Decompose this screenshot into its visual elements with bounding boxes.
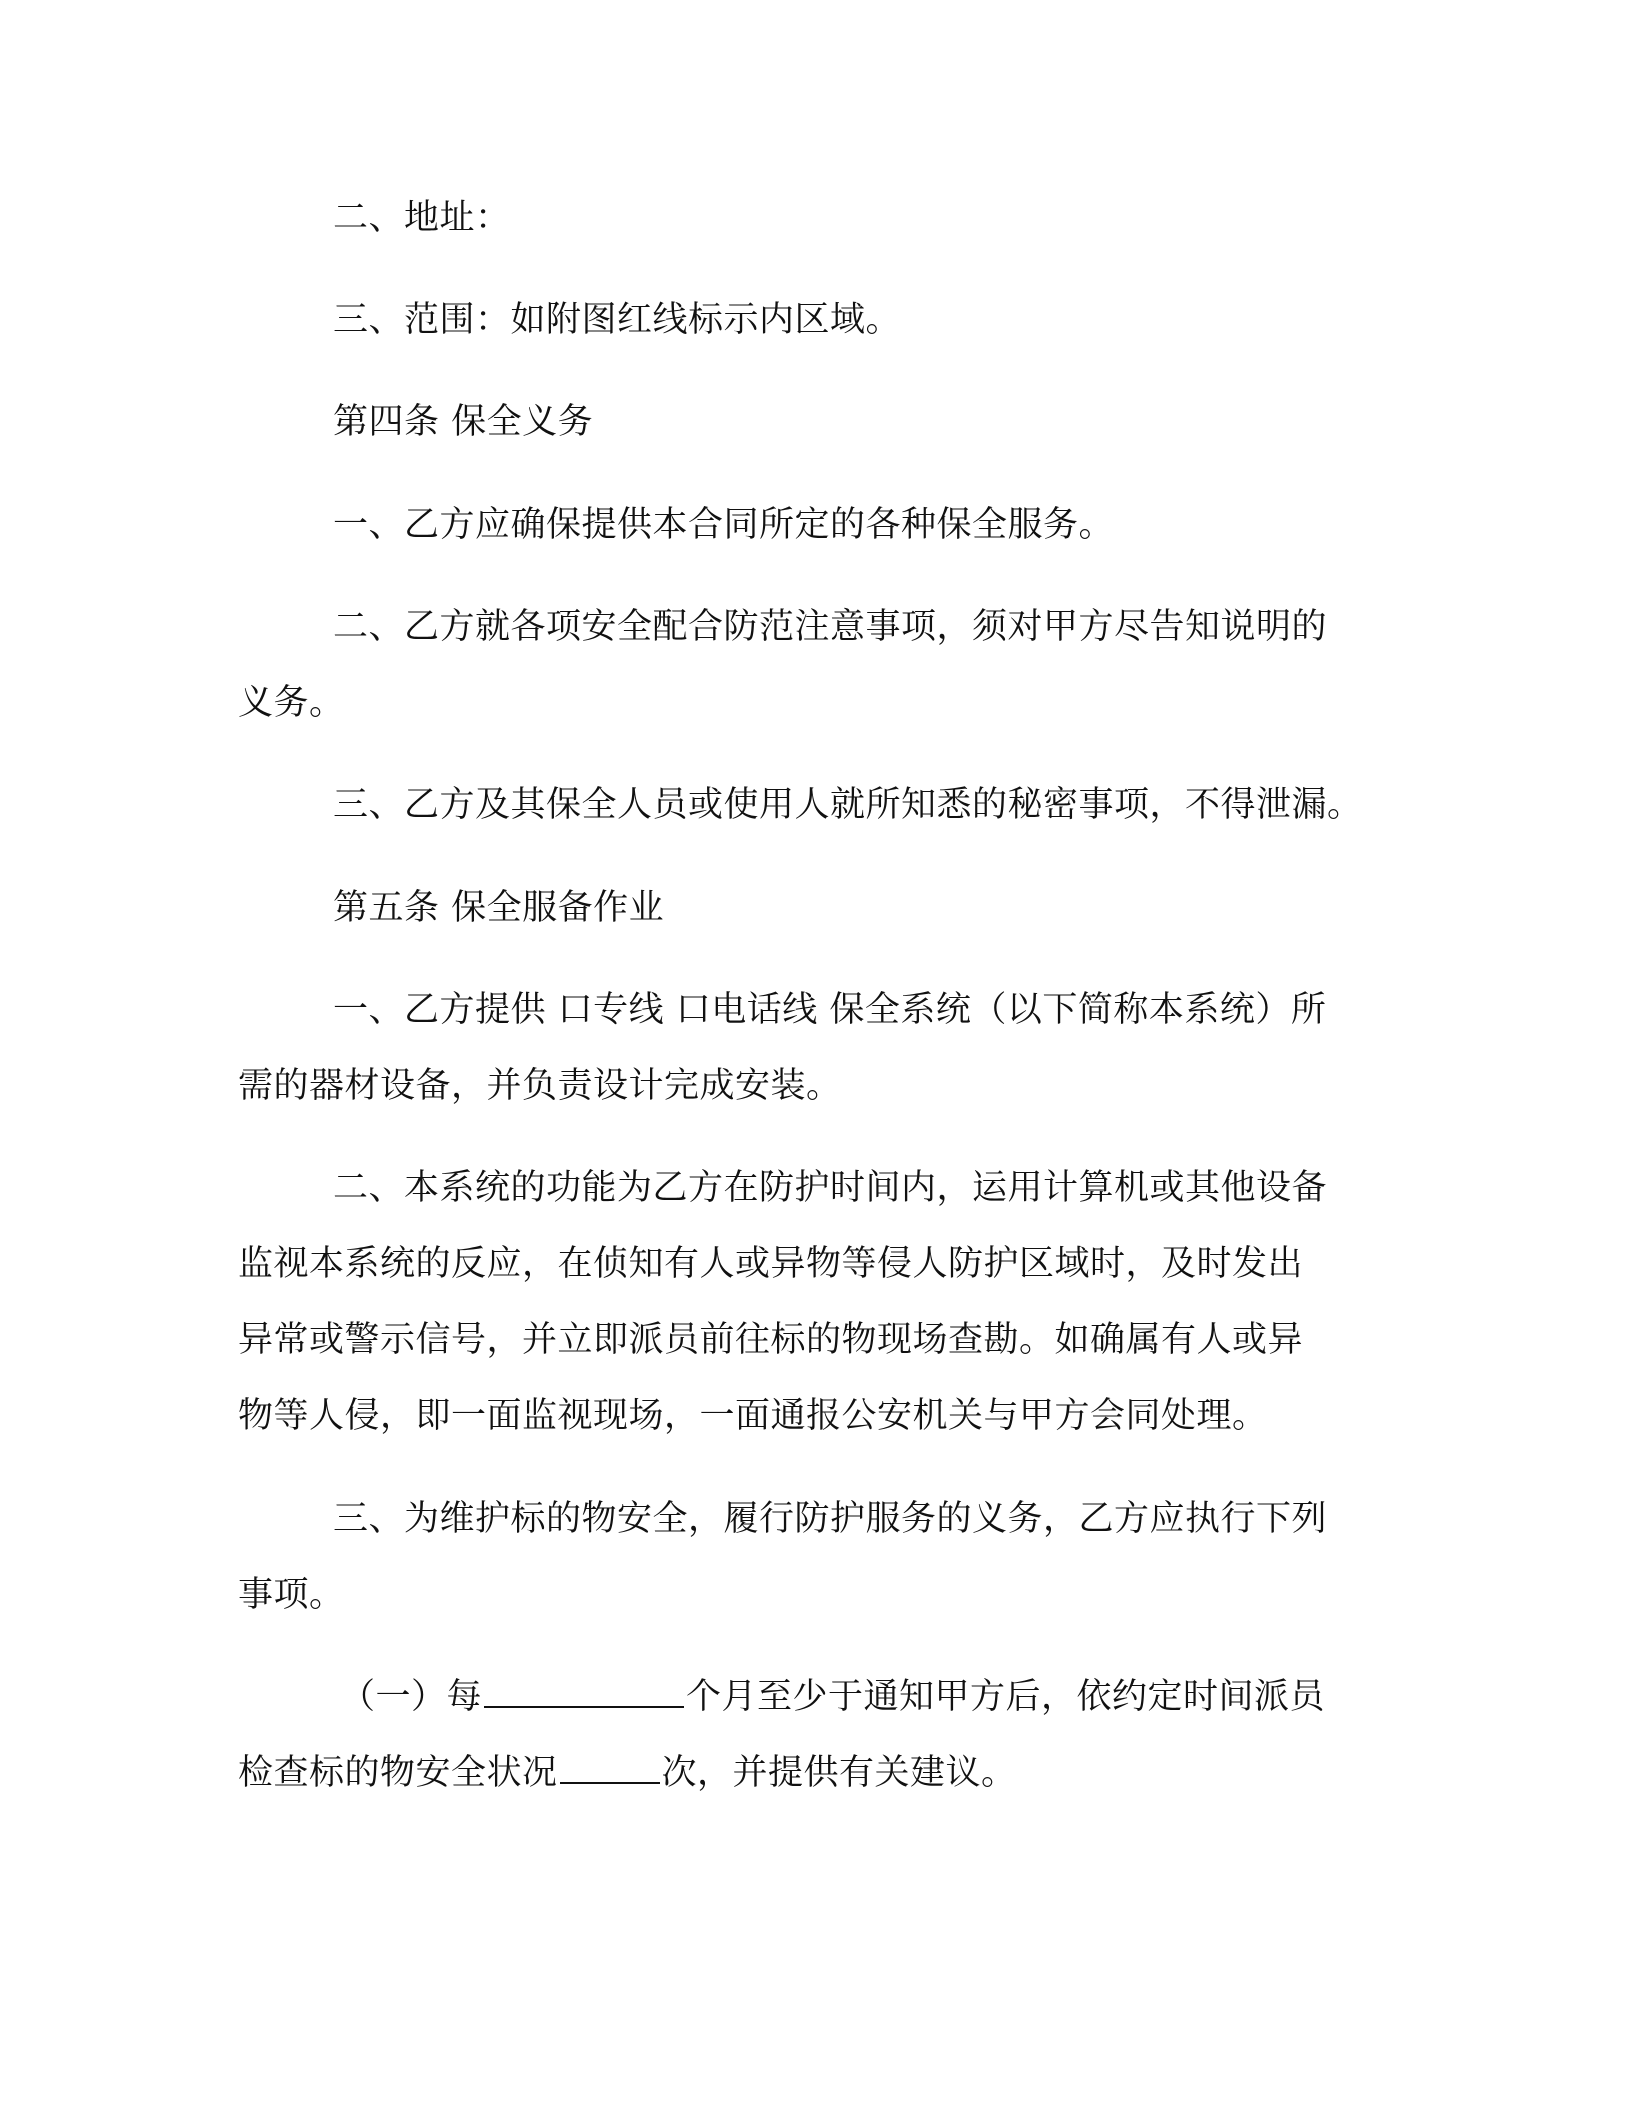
article-4-clause-2-line-1: 二、乙方就各项安全配合防范注意事项，须对甲方尽告知说明的 xyxy=(333,607,1328,647)
article-4-clause-2-line-2: 义务。 xyxy=(238,683,345,723)
article-5-clause-2-line-1: 二、本系统的功能为乙方在防护时间内，运用计算机或其他设备 xyxy=(333,1168,1328,1208)
article-4-clause-3: 三、乙方及其保全人员或使用人就所知悉的秘密事项，不得泄漏。 xyxy=(333,785,1363,825)
scope-line: 三、范围：如附图红线标示内区域。 xyxy=(333,300,902,340)
item-1-line-2 xyxy=(238,1750,1017,1796)
article-4-heading: 第四条 保全义务 xyxy=(333,402,594,442)
article-4-clause-1: 一、乙方应确保提供本合同所定的各种保全服务。 xyxy=(333,505,1115,545)
article-5-clause-1-line-2: 需的器材设备，并负责设计完成安装。 xyxy=(238,1066,842,1106)
article-5-clause-2-line-4: 物等人侵，即一面监视现场，一面通报公安机关与甲方会同处理。 xyxy=(238,1396,1268,1436)
article-5-clause-2-line-3: 异常或警示信号，并立即派员前往标的物现场查勘。如确属有人或异 xyxy=(238,1320,1304,1360)
item-1-line-1-suffix: 个月至少于通知甲方后，依约定时间派员 xyxy=(686,1677,1326,1717)
item-1-line-1-prefix: （一）每 xyxy=(340,1677,483,1717)
article-5-clause-2-line-2: 监视本系统的反应，在侦知有人或异物等侵人防护区域时，及时发出 xyxy=(238,1244,1304,1284)
item-1-line-1 xyxy=(340,1674,1325,1720)
article-5-clause-3-line-1: 三、为维护标的物安全，履行防护服务的义务，乙方应执行下列 xyxy=(333,1499,1328,1539)
item-1-line-2-prefix: 检查标的物安全状况 xyxy=(238,1753,558,1793)
address-line: 二、地址： xyxy=(333,198,511,238)
months-blank xyxy=(484,1676,684,1708)
article-5-clause-3-line-2: 事项。 xyxy=(238,1575,345,1615)
article-5-heading: 第五条 保全服备作业 xyxy=(333,888,665,928)
article-5-clause-1-line-1: 一、乙方提供 口专线 口电话线 保全系统（以下简称本系统）所 xyxy=(333,990,1327,1030)
times-blank xyxy=(560,1752,660,1784)
item-1-line-2-suffix: 次，并提供有关建议。 xyxy=(661,1753,1017,1793)
